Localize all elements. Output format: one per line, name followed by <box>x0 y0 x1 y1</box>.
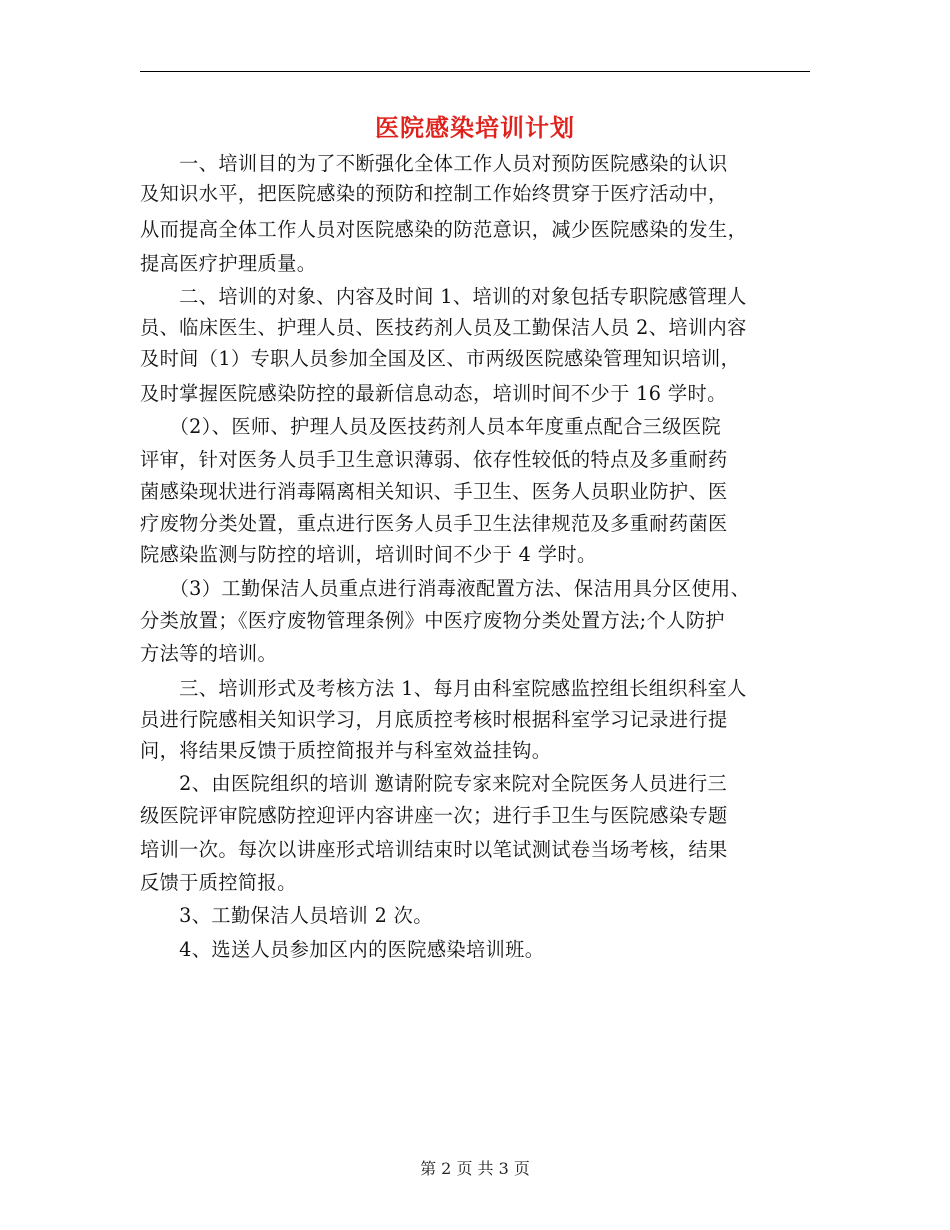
body-line: 4、选送人员参加区内的医院感染培训班。 <box>140 938 545 961</box>
body-line: 级医院评审院感防控迎评内容讲座一次；进行手卫生与医院感染专题 <box>140 804 728 827</box>
page-number: 第 2 页 共 3 页 <box>420 1159 530 1178</box>
body-line: 员进行院感相关知识学习，月底质控考核时根据科室学习记录进行提 <box>140 708 728 731</box>
body-line: 菌感染现状进行消毒隔离相关知识、手卫生、医务人员职业防护、医 <box>140 480 728 503</box>
body-line: 二、培训的对象、内容及时间 1、培训的对象包括专职院感管理人 <box>140 285 747 308</box>
body-line: 3、工勤保洁人员培训 2 次。 <box>140 904 433 927</box>
body-line: 2、由医院组织的培训 邀请附院专家来院对全院医务人员进行三 <box>140 772 728 795</box>
body-line: 提高医疗护理质量。 <box>140 252 317 275</box>
body-line: 及时间（1）专职人员参加全国及区、市两级医院感染管理知识培训， <box>140 347 741 370</box>
body-line: 疗废物分类处置，重点进行医务人员手卫生法律规范及多重耐药菌医 <box>140 512 728 535</box>
body-line: 培训一次。每次以讲座形式培训结束时以笔试测试卷当场考核，结果 <box>140 838 728 861</box>
body-line: 问，将结果反馈于质控简报并与科室效益挂钩。 <box>140 739 552 762</box>
body-line: 及知识水平，把医院感染的预防和控制工作始终贯穿于医疗活动中， <box>140 182 728 205</box>
body-line: 及时掌握医院感染防控的最新信息动态，培训时间不少于 16 学时。 <box>140 382 727 405</box>
body-line: 院感染监测与防控的培训，培训时间不少于 4 学时。 <box>140 543 597 566</box>
body-line: 评审，针对医务人员手卫生意识薄弱、依存性较低的特点及多重耐药 <box>140 448 728 471</box>
body-line: 员、临床医生、护理人员、医技药剂人员及工勤保洁人员 2、培训内容 <box>140 316 747 339</box>
body-line: 分类放置；《医疗废物管理条例》中医疗废物分类处置方法;个人防护 <box>140 609 725 632</box>
body-line: 方法等的培训。 <box>140 642 278 665</box>
body-line: 反馈于质控简报。 <box>140 871 297 894</box>
body-line: 一、培训目的为了不断强化全体工作人员对预防医院感染的认识 <box>140 152 728 175</box>
document-title: 医院感染培训计划 <box>375 113 575 142</box>
header-rule <box>140 71 810 72</box>
body-line: 三、培训形式及考核方法 1、每月由科室院感监控组长组织科室人 <box>140 677 747 700</box>
body-line: 从而提高全体工作人员对医院感染的防范意识，减少医院感染的发生， <box>140 218 748 241</box>
body-line: （3）工勤保洁人员重点进行消毒液配置方法、保洁用具分区使用、 <box>140 577 751 600</box>
body-line: （2）、医师、护理人员及医技药剂人员本年度重点配合三级医院 <box>140 415 722 438</box>
